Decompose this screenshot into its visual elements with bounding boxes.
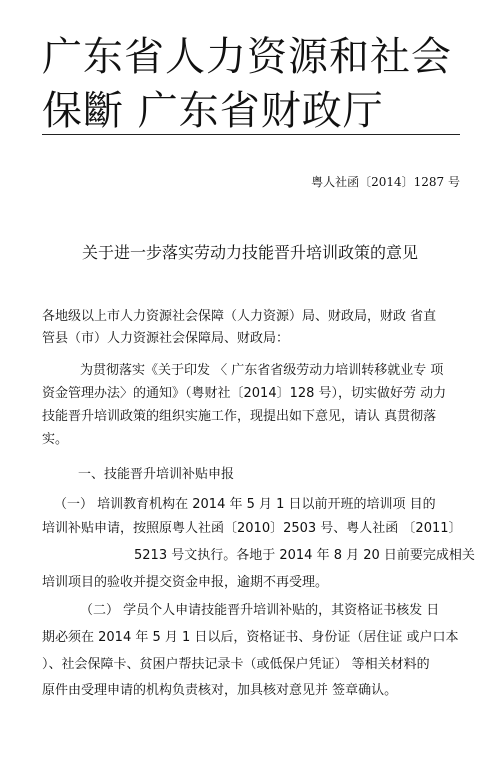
item-2-line-2: 期必须在 2014 年 5 月 1 日以后，资格证书、身份证（居住证 或户口本 (42, 630, 459, 645)
intro-line-4: 实。 (42, 432, 69, 447)
item-2-line-3: ）、社会保障卡、贫困户帮扶记录卡（或低保户凭证） 等相关材料的 (42, 657, 430, 672)
intro-line-3: 技能晋升培训政策的组织实施工作，现提出如下意见，请认 真贯彻落 (42, 409, 437, 424)
section-1-heading: 一、技能晋升培训补贴申报 (78, 467, 235, 482)
item-2-line-1: （二） 学员个人申请技能晋升培训补贴的，其资格证书核发 日 (80, 603, 440, 618)
issuer-header (42, 30, 472, 138)
intro-line-1: 为贯彻落实《关于印发 〈 广东省省级劳动力培训转移就业专 项 (80, 363, 444, 378)
header-divider (42, 134, 460, 135)
issuer-line-2: 保斷 广东省财政厅 (42, 88, 384, 134)
item-1-line-4: 培训项目的验收并提交资金申报，逾期不再受理。 (42, 575, 329, 590)
addressee-line-2: 管县（市）人力资源社会保障局、财政局： (42, 331, 290, 346)
addressee-line-1: 各地级以上市人力资源社会保障（人力资源）局、财政局，财政 省直 (42, 309, 437, 324)
item-2-line-4: 原件由受理申请的机构负责核对，加具核对意见并 签章确认。 (42, 683, 398, 698)
document-title: 关于进一步落实劳动力技能晋升培训政策的意见 (81, 243, 418, 262)
item-1-line-1: （一） 培训教育机构在 2014 年 5 月 1 日以前开班的培训项 目的 (54, 497, 436, 512)
item-1-line-2: 培训补贴申请，按照原粤人社函〔2010〕2503 号、粤人社函 〔2011〕 (42, 521, 462, 536)
intro-line-2: 资金管理办法〉的通知》（粤财社〔2014〕128 号），切实做好劳 动力 (42, 386, 447, 401)
document-number: 粤人社函〔2014〕1287 号 (311, 175, 460, 189)
item-1-line-3: 5213 号文执行。各地于 2014 年 8 月 20 日前要完成相关 (134, 548, 475, 563)
issuer-line-1: 广东省人力资源和社会 (42, 34, 452, 80)
